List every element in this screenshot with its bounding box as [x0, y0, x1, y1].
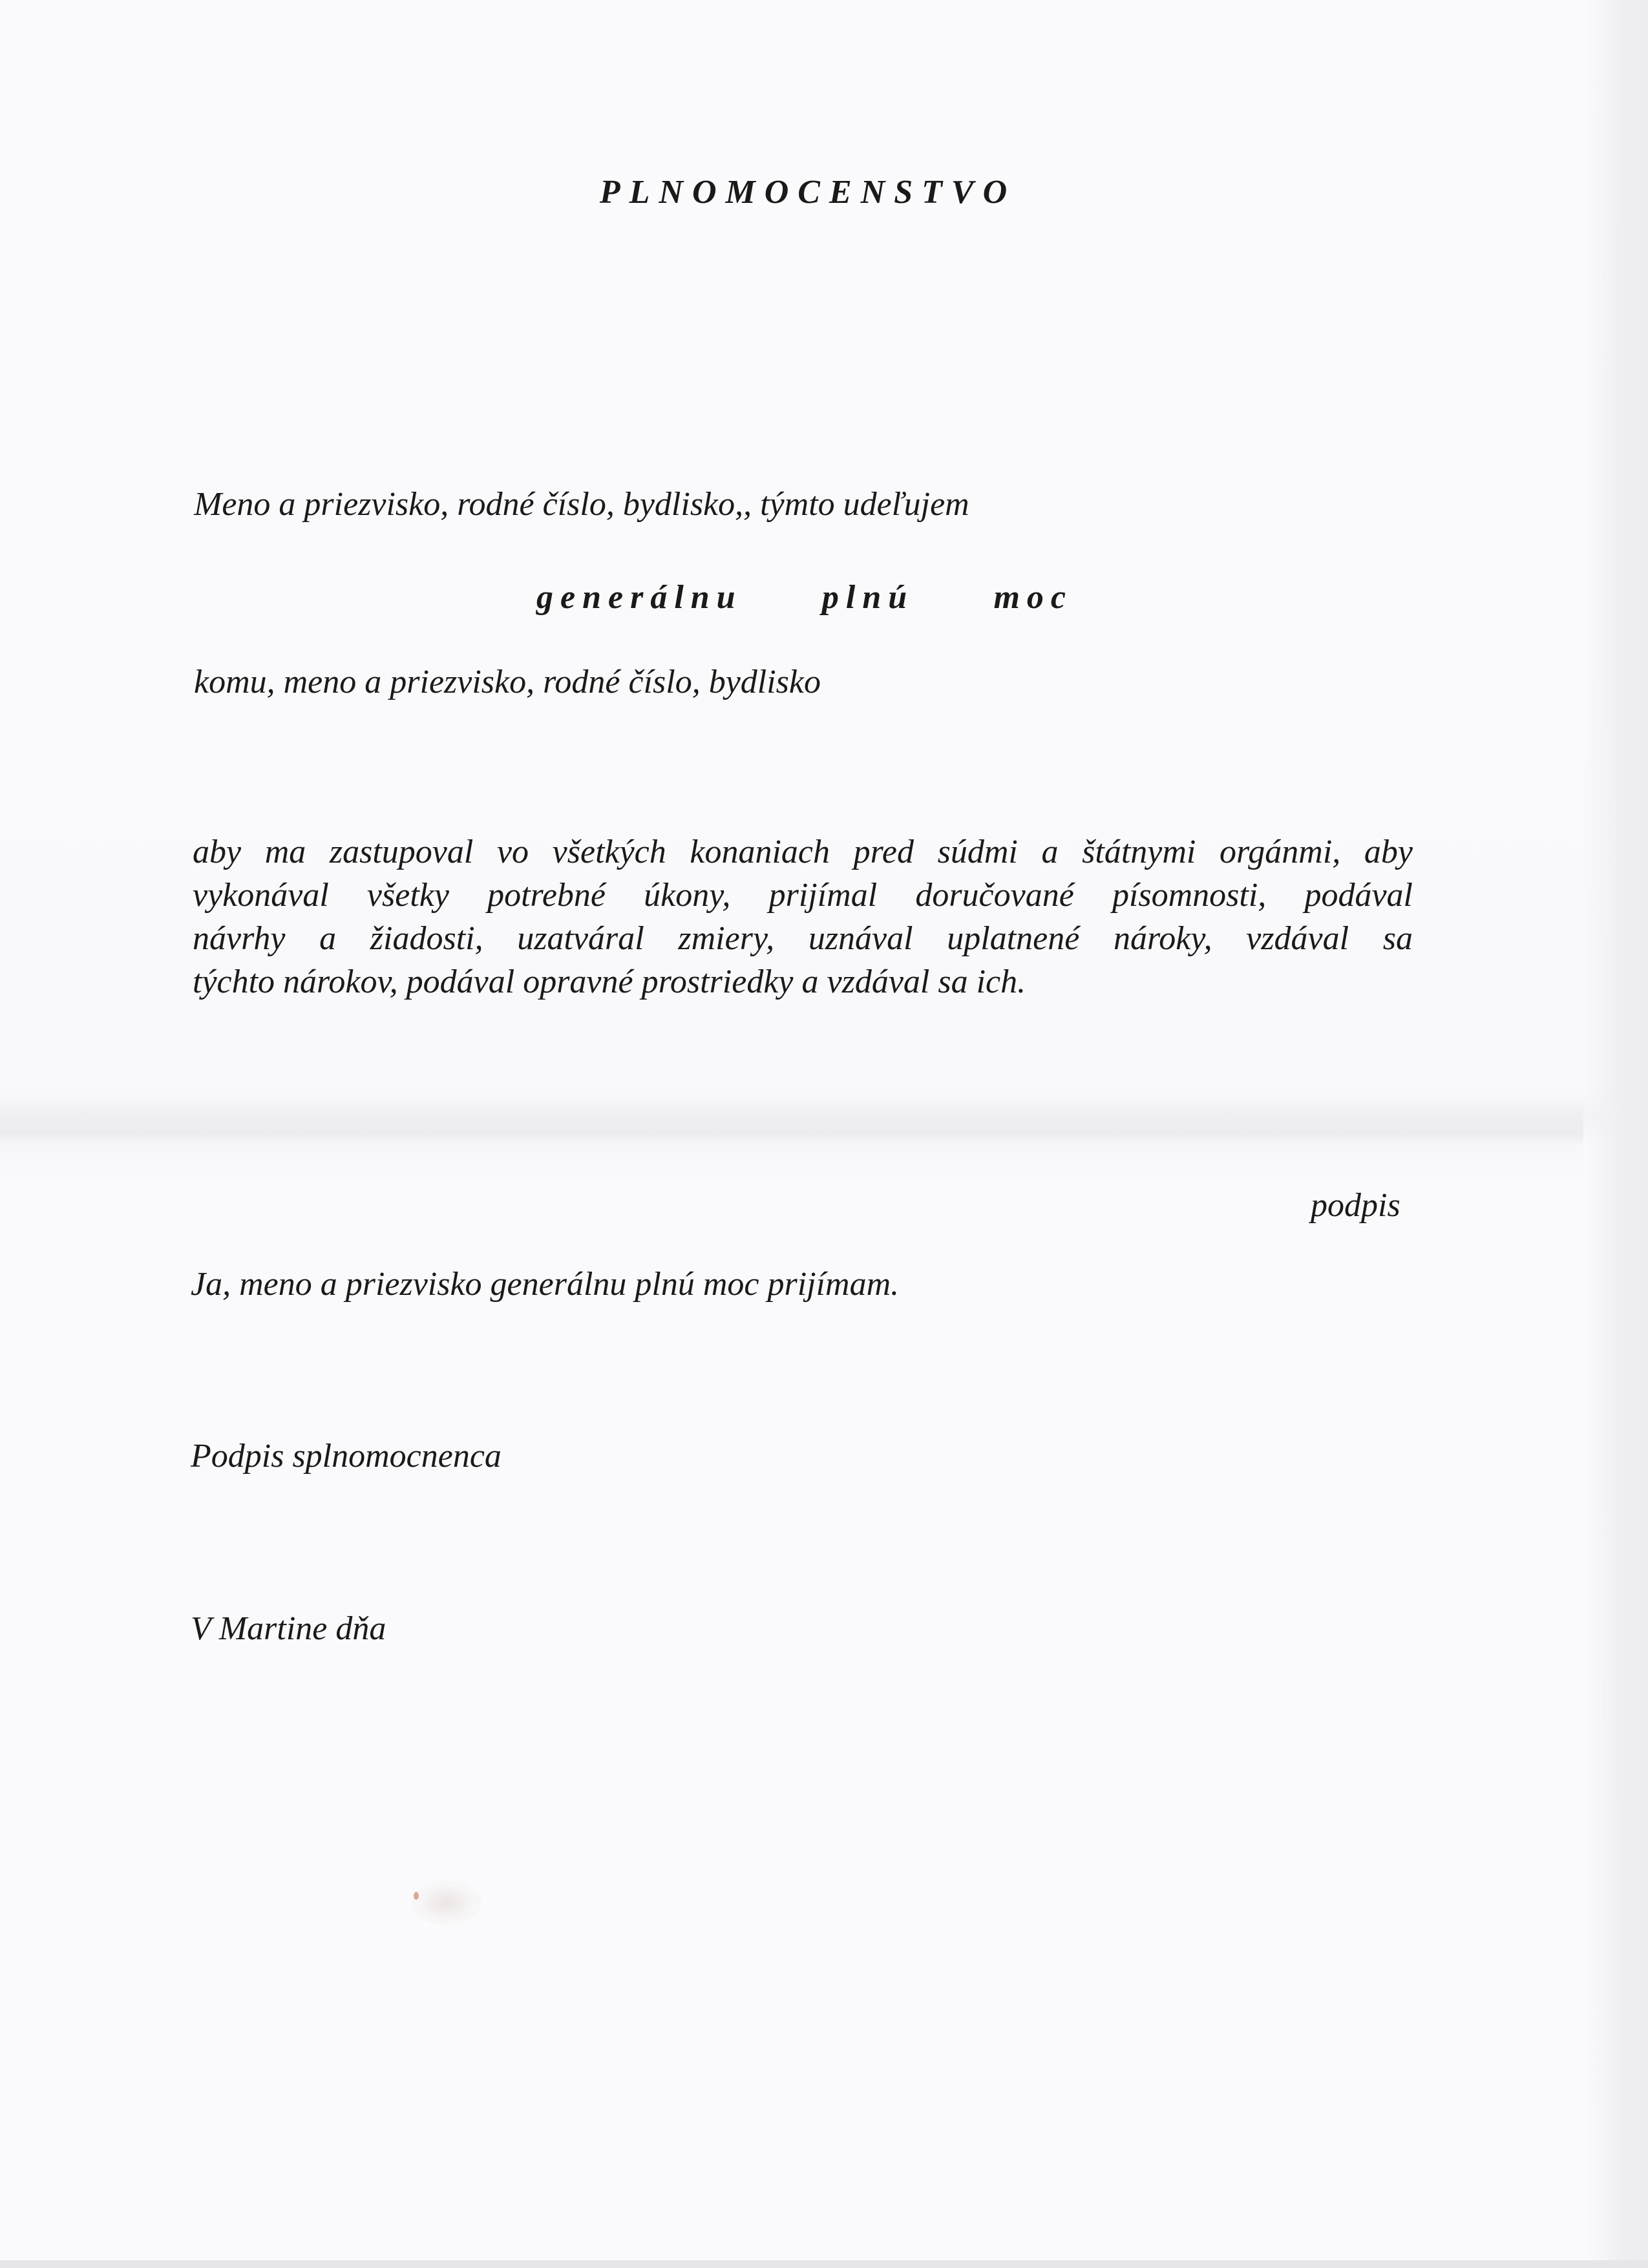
grant-heading [536, 578, 1073, 616]
authority-line: aby ma zastupoval vo všetkých konaniach pred súdmi a štátnymi orgánmi, aby [193, 834, 1413, 870]
ink-speck [414, 1892, 419, 1900]
authority-paragraph [193, 830, 1413, 1003]
paper-smudge [411, 1880, 482, 1926]
authority-line: návrhy a žiadosti, uzatváral zmiery, uznával uplatnené nároky, vzdával sa [193, 920, 1413, 957]
grant-word-1: generálnu [536, 579, 743, 616]
grant-word-2: plnú [821, 579, 914, 616]
paper-fold-crease [0, 1098, 1583, 1176]
scan-edge-shadow [1583, 0, 1648, 2268]
document-title: PLNOMOCENSTVO [599, 174, 1017, 211]
attorney-line: komu, meno a priezvisko, rodné číslo, bydlisko [194, 664, 821, 700]
grant-word-3: moc [993, 579, 1073, 616]
attorney-signature-label: Podpis splnomocnenca [191, 1438, 502, 1475]
authority-line: vykonával všetky potrebné úkony, prijímal doručované písomnosti, podával [193, 877, 1413, 914]
place-date-line: V Martine dňa [191, 1610, 386, 1647]
grantor-signature-label: podpis [1311, 1187, 1400, 1224]
scan-bottom-edge [0, 2260, 1648, 2268]
grantor-line: Meno a priezvisko, rodné číslo, bydlisko,, týmto udeľujem [194, 486, 969, 523]
authority-line: týchto nárokov, podával opravné prostriedky a vzdával sa ich. [193, 963, 1026, 1000]
acceptance-line: Ja, meno a priezvisko generálnu plnú moc prijímam. [191, 1266, 900, 1303]
